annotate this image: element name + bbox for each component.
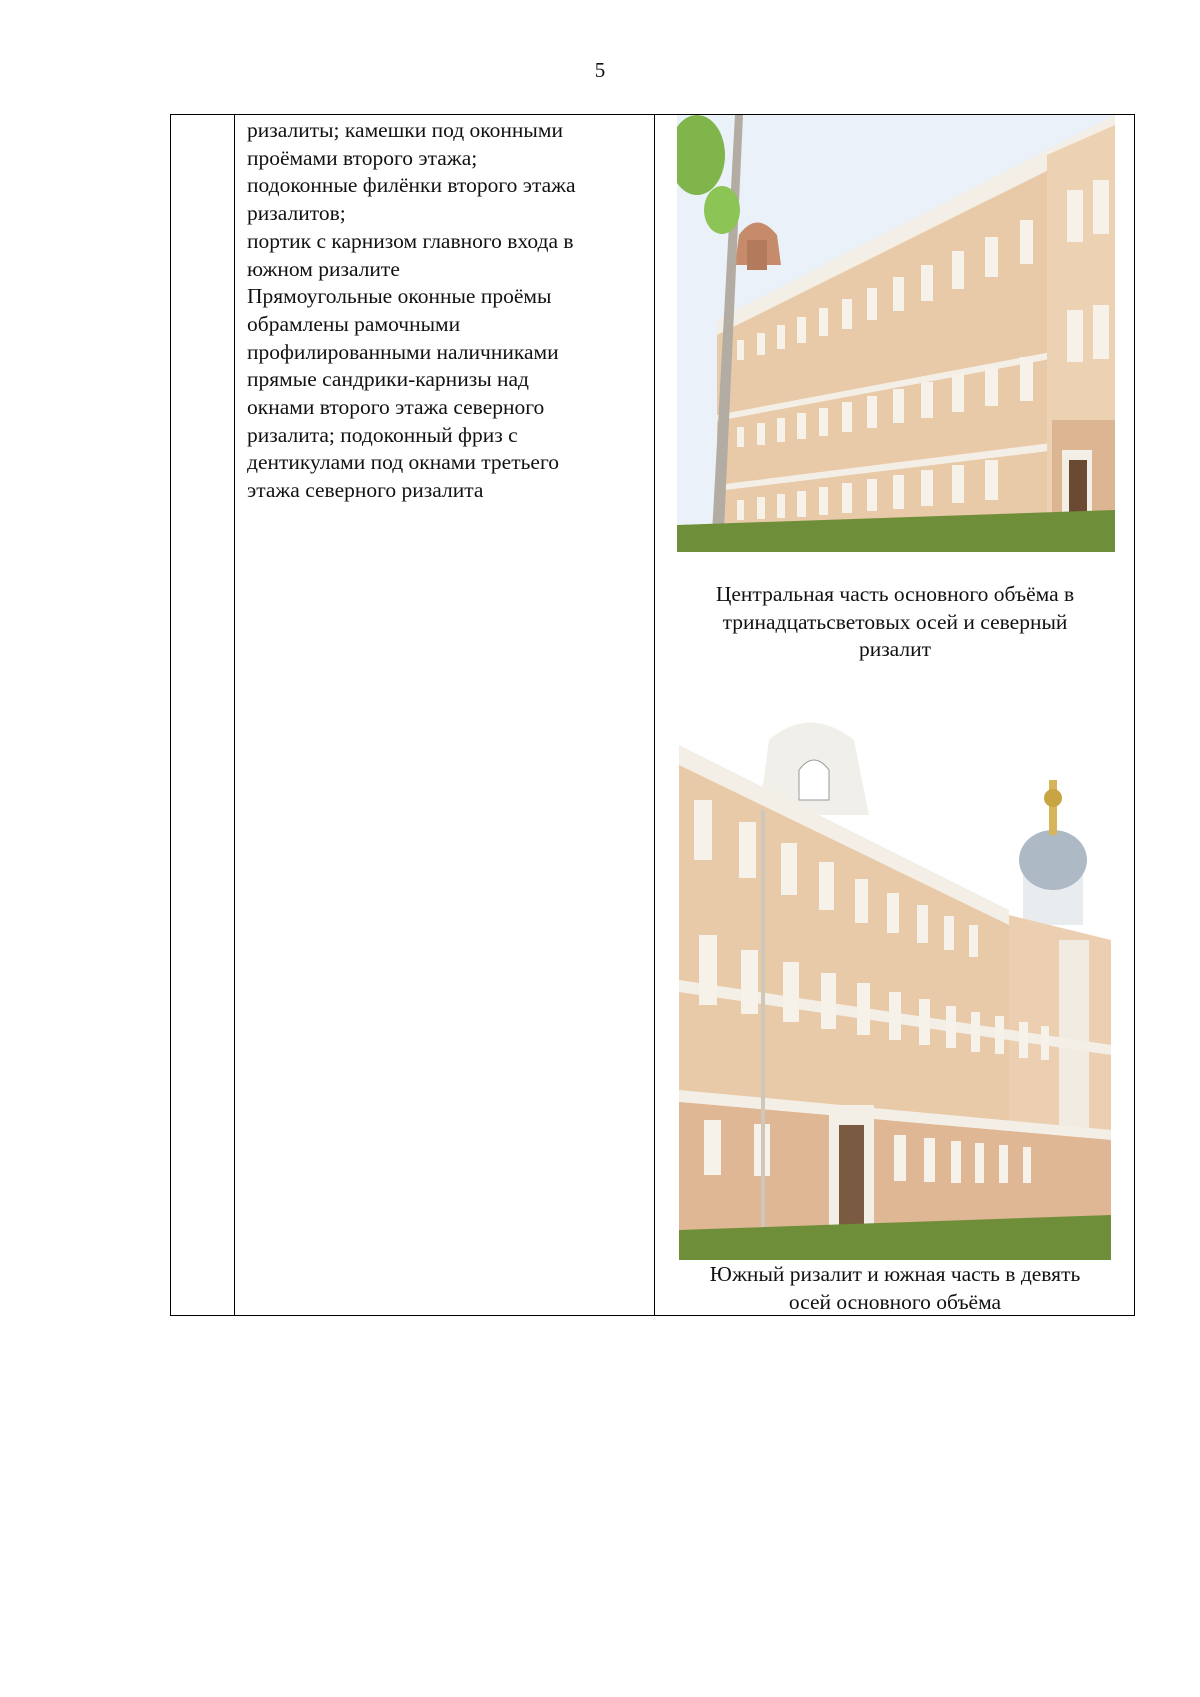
- building-photo-central: [677, 115, 1115, 552]
- description-line: южном ризалите: [247, 256, 400, 281]
- caption-line: осей основного объёма: [788, 1289, 1002, 1314]
- description-line: обрамлены рамочными: [247, 311, 461, 336]
- description-line: портик с карнизом главного входа в: [247, 228, 574, 253]
- document-table: [170, 114, 1135, 1316]
- description-line: Прямоугольные оконные проёмы: [247, 284, 552, 309]
- caption-line: тринадцатьсветовых осей и северный: [722, 609, 1068, 634]
- number-cell: [171, 115, 235, 1316]
- description-line: профилированными наличниками: [247, 339, 559, 364]
- page-number: 5: [594, 58, 606, 82]
- photo-cell: [655, 115, 1135, 1316]
- description-line: ризалитов;: [247, 201, 346, 226]
- description-line: прямые сандрики-карнизы над: [247, 367, 529, 392]
- description-line: этажа северного ризалита: [247, 478, 484, 503]
- photo-caption: [655, 581, 1135, 664]
- caption-line: Южный ризалит и южная часть в девять: [709, 1262, 1081, 1286]
- description-cell: [235, 115, 655, 1316]
- description-line: окнами второго этажа северного: [247, 395, 545, 420]
- description-line: подоконные филёнки второго этажа: [247, 173, 576, 198]
- photo-caption: [655, 1261, 1135, 1316]
- building-photo-southern: [679, 710, 1111, 1260]
- description-line: ризалиты; камешки под оконными: [247, 118, 563, 142]
- description-line: дентикулами под окнами третьего: [247, 450, 560, 475]
- table-row: [171, 115, 1135, 1316]
- caption-line: ризалит: [858, 637, 932, 662]
- caption-line: Центральная часть основного объёма в: [715, 582, 1075, 606]
- description-line: проёмами второго этажа;: [247, 145, 478, 170]
- description-line: ризалита; подоконный фриз с: [247, 422, 518, 447]
